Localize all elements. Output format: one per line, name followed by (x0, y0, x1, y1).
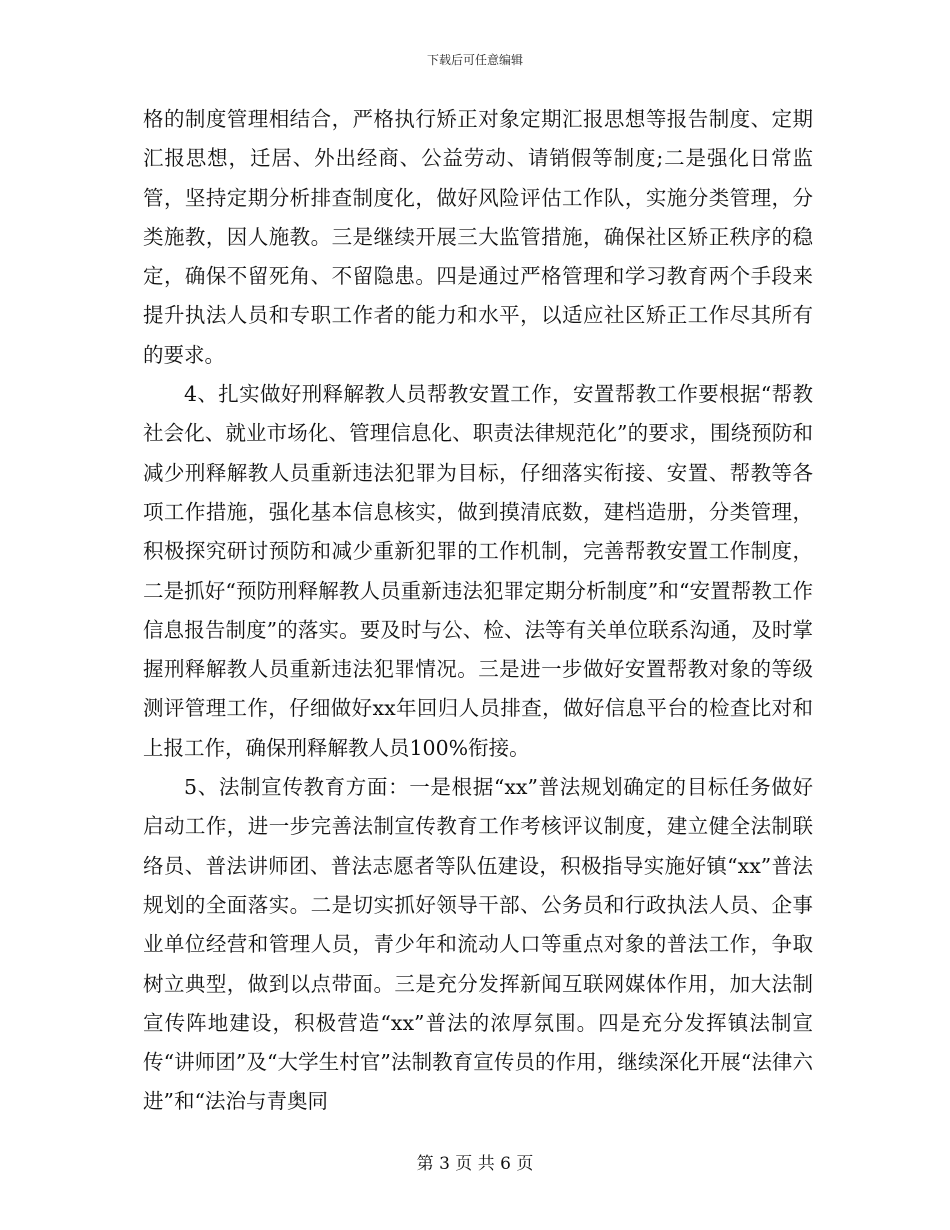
document-body (143, 100, 813, 1122)
paragraph-continued: 格的制度管理相结合，严格执行矫正对象定期汇报思想等报告制度、定期汇报思想，迁居、外出经商、公益劳动、请销假等制度;二是强化日常监管，坚持定期分析排查制度化，做好风险评估工作队，实施分类管理，分类施教，因人施教。三是继续开展三大监管措施，确保社区矫正秩序的稳定，确保不留死角、不留隐患。四是通过严格管理和学习教育两个手段来提升执法人员和专职工作者的能力和水平，以适应社区矫正工作尽其所有的要求。 (143, 107, 813, 367)
page-number-footer: 第 3 页 共 6 页 (416, 1154, 534, 1174)
paragraph-item-4: 4、扎实做好刑释解教人员帮教安置工作，安置帮教工作要根据“帮教社会化、就业市场化、管理信息化、职责法律规范化”的要求，围绕预防和减少刑释解教人员重新违法犯罪为目标，仔细落实衔接、安置、帮教等各项工作措施，强化基本信息核实，做到摸清底数，建档造册，分类管理，积极探究研讨预防和减少重新犯罪的工作机制，完善帮教安置工作制度，二是抓好“预防刑释解教人员重新违法犯罪定期分析制度”和“安置帮教工作信息报告制度”的落实。要及时与公、检、法等有关单位联系沟通，及时掌握刑释解教人员重新违法犯罪情况。三是进一步做好安置帮教对象的等级测评管理工作，仔细做好xx年回归人员排查，做好信息平台的检查比对和上报工作，确保刑释解教人员100%衔接。 (143, 382, 813, 760)
paragraph-item-5: 5、法制宣传教育方面：一是根据“xx”普法规划确定的目标任务做好启动工作，进一步完善法制宣传教育工作考核评议制度，建立健全法制联络员、普法讲师团、普法志愿者等队伍建设，积极指导实施好镇“xx”普法规划的全面落实。二是切实抓好领导干部、公务员和行政执法人员、企事业单位经营和管理人员，青少年和流动人口等重点对象的普法工作，争取树立典型，做到以点带面。三是充分发挥新闻互联网媒体作用，加大法制宣传阵地建设，积极营造“xx”普法的浓厚氛围。四是充分发挥镇法制宣传“讲师团”及“大学生村官”法制教育宣传员的作用，继续深化开展“法律六进”和“法治与青奥同 (143, 775, 813, 1114)
page-header: 下载后可任意编辑 (426, 53, 523, 67)
